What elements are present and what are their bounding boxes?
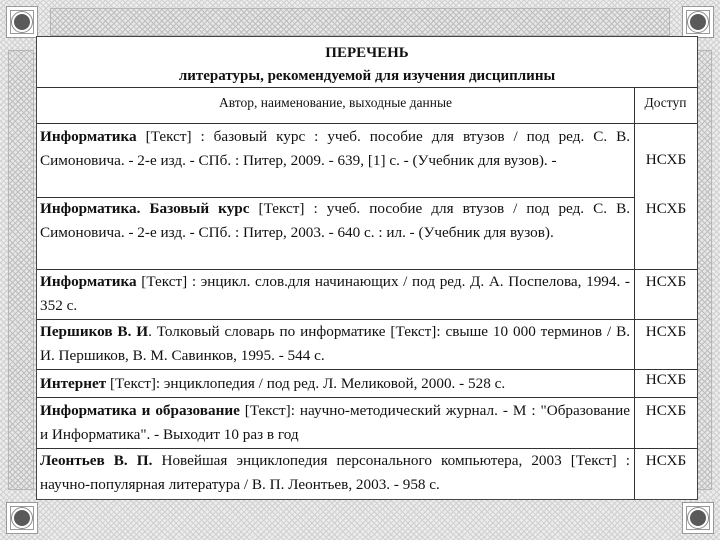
row-divider	[37, 397, 697, 398]
column-divider	[634, 87, 635, 499]
row-title: Информатика и образование	[40, 402, 240, 419]
row-text	[40, 125, 630, 172]
row-text	[40, 399, 630, 446]
row-access: НСХБ	[645, 200, 687, 217]
row-details: [Текст] : учеб. пособие для втузов / под ред. С. В. Симоновича. - 2-е изд. - СПб. : Питер, 2003. - 640 с. : ил. - (Учебник для вузов).	[40, 200, 631, 241]
row-access: НСХБ	[645, 452, 687, 469]
row-access: НСХБ	[645, 273, 687, 290]
row-text	[40, 449, 630, 496]
row-title: Интернет	[40, 375, 107, 392]
table-top-border	[37, 87, 697, 88]
row-access: НСХБ	[645, 402, 687, 419]
circle-icon	[688, 12, 708, 32]
row-text	[40, 197, 630, 244]
row-details: [Текст]: энциклопедия / под ред. Л. Меликовой, 2000. - 528 с.	[106, 375, 506, 392]
corner-ornament-bottom-right	[676, 496, 720, 540]
frame-top-border	[50, 8, 670, 36]
circle-icon	[12, 508, 32, 528]
row-text	[40, 320, 630, 367]
row-access: НСХБ	[645, 323, 687, 340]
corner-ornament-bottom-left	[0, 496, 44, 540]
row-details: [Текст] : энцикл. слов.для начинающих / под ред. Д. А. Поспелова, 1994. - 352 с.	[40, 273, 630, 314]
circle-icon	[12, 12, 32, 32]
row-access: НСХБ	[645, 151, 687, 168]
row-title: Информатика	[40, 273, 137, 290]
title-line-1: ПЕРЕЧЕНЬ	[325, 45, 409, 61]
row-details: [Текст]: научно-методический журнал. - М : "Образование и Информатика". - Выходит 10 раз в год	[40, 402, 630, 443]
header-author: Автор, наименование, выходные данные	[218, 95, 453, 110]
row-text	[40, 372, 630, 396]
row-details: Новейшая энциклопедия персонального компьютера, 2003 [Текст] : научно-популярная литература / В. П. Леонтьев, 2003. - 958 с.	[40, 452, 630, 493]
row-title: Леонтьев В. П.	[40, 452, 153, 469]
circle-icon	[688, 508, 708, 528]
row-title: Информатика. Базовый курс	[40, 200, 250, 217]
header-access: Доступ	[644, 95, 687, 110]
document-page	[36, 36, 698, 500]
row-title: Информатика	[40, 128, 137, 145]
page-title	[37, 42, 697, 88]
row-details: [Текст] : базовый курс : учеб. пособие для втузов / под ред. С. В. Симоновича. - 2-е изд. - СПб. : Питер, 2009. - 639, [1] с. - (Учебник для вузов). -	[40, 128, 630, 169]
header-bottom-border	[37, 123, 697, 124]
row-details: . Толковый словарь по информатике [Текст]: свыше 10 000 терминов / В. И. Першиков, В. М. Савинков, 1995. - 544 с.	[40, 323, 630, 364]
row-access: НСХБ	[645, 371, 687, 388]
row-text	[40, 270, 630, 317]
title-line-2: литературы, рекомендуемой для изучения дисциплины	[178, 68, 556, 84]
row-title: Першиков В. И	[40, 323, 149, 340]
row-divider	[37, 369, 697, 370]
frame-left-border	[8, 50, 34, 490]
